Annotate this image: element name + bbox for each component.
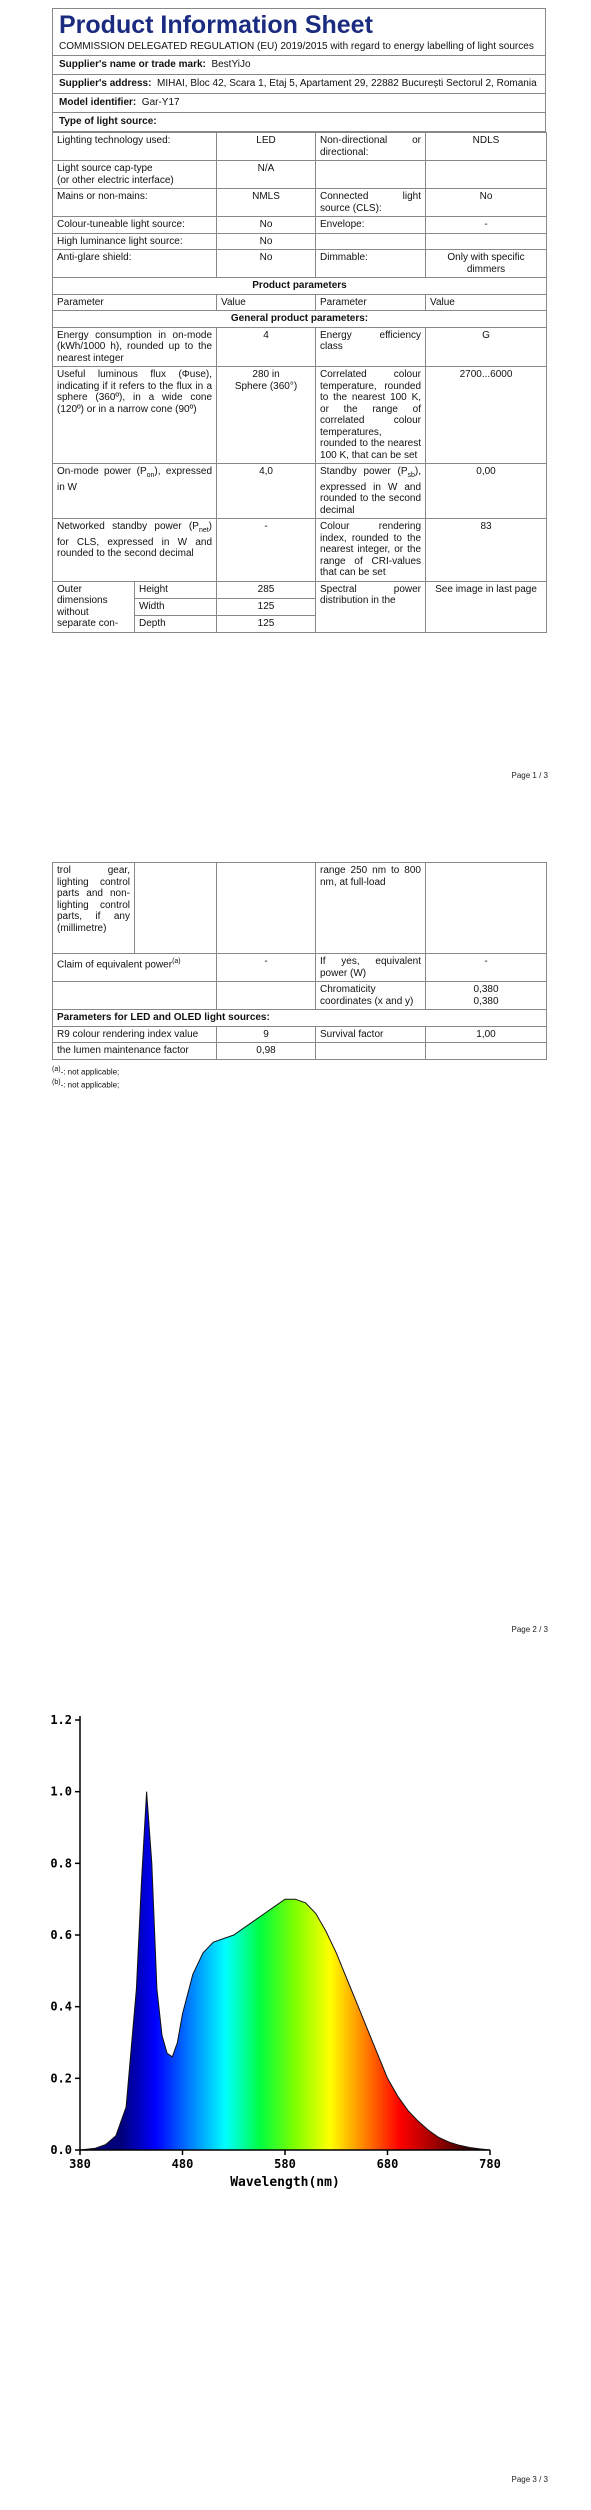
x-tick-label: 680 (376, 2157, 399, 2171)
empty-cell (316, 233, 426, 250)
on-mode-power-label (53, 464, 217, 519)
y-tick-label: 0.6 (50, 1928, 72, 1942)
envelope-value: - (426, 217, 547, 234)
footnote-a (52, 1064, 546, 1078)
width-value: 125 (217, 598, 316, 615)
standby-label-part-b: ), expressed in W and rounded to the second decimal (320, 466, 422, 516)
standby-label-part-a: Standby power (P (320, 466, 408, 477)
empty-cell (217, 982, 316, 1010)
title-block (52, 8, 546, 56)
supplier-name-value: BestYiJo (211, 59, 251, 70)
supplier-address-value: MIHAI, Bloc 42, Scara 1, Etaj 5, Apartament 29, 22882 București Sectorul 2, Romania (156, 78, 537, 89)
table-row (53, 367, 547, 464)
directional-value: NDLS (426, 133, 547, 161)
connected-label: Connected light source (CLS): (316, 189, 426, 217)
on-mode-label-sub: on (146, 472, 155, 479)
depth-value: 125 (217, 615, 316, 632)
spectrum-fill (80, 1720, 490, 2150)
col-header-parameter: Parameter (316, 294, 426, 311)
supplier-name-row (52, 56, 546, 75)
y-tick-label: 1.0 (50, 1784, 72, 1799)
survival-factor-value: 1,00 (426, 1026, 547, 1043)
model-identifier-label: Model identifier: (59, 97, 137, 108)
spectral-chart (40, 1700, 540, 2225)
y-tick-label: 1.2 (50, 1713, 72, 1727)
table-row (53, 1010, 547, 1027)
empty-cell (316, 161, 426, 189)
table-row (53, 1026, 547, 1043)
page-title: Product Information Sheet (59, 11, 373, 39)
cri-value: 83 (426, 519, 547, 582)
on-mode-label-part-a: On-mode power (P (57, 466, 147, 477)
claim-equivalent-power-value: - (217, 954, 316, 982)
table-row (53, 954, 547, 982)
equivalent-power-label: If yes, equivalent power (W) (316, 954, 426, 982)
footnote-b-text: -: not applicable; (60, 1080, 120, 1090)
x-tick-label: 480 (171, 2157, 194, 2171)
high-luminance-value: No (217, 233, 316, 250)
empty-cell (217, 863, 316, 954)
chromaticity-value (426, 982, 547, 1010)
on-mode-power-value: 4,0 (217, 464, 316, 519)
depth-label: Depth (135, 615, 217, 632)
r9-label: R9 colour rendering index value (53, 1026, 217, 1043)
table-row (53, 294, 547, 311)
cct-value: 2700...6000 (426, 367, 547, 464)
empty-cell (53, 982, 217, 1010)
height-label: Height (135, 581, 217, 598)
type-of-light-source-label: Type of light source: (59, 116, 157, 127)
general-parameters-heading: General product parameters: (53, 311, 547, 328)
table-row (53, 278, 547, 295)
footnote-a-mark: (a) (52, 1065, 61, 1073)
x-tick-label: 380 (69, 2157, 91, 2171)
page-2 (0, 860, 591, 1645)
connected-value: No (426, 189, 547, 217)
networked-standby-label (53, 519, 217, 582)
spectral-distribution-label: Spectral power distribution in the (316, 581, 426, 632)
equivalent-power-value: - (426, 954, 547, 982)
chromaticity-x: 0,380 (473, 984, 499, 995)
model-identifier-row (52, 94, 546, 113)
table-row (53, 217, 547, 234)
cap-type-label (53, 161, 217, 189)
cct-label: Correlated colour temperature, rounded to the nearest 100 K, or the range of correlated colour temperatures, rounded to the nearest 100 K, that can be set (316, 367, 426, 464)
energy-consumption-value: 4 (217, 327, 316, 367)
luminous-flux-value-line-1: 280 in (252, 369, 280, 380)
supplier-address-row (52, 75, 546, 94)
info-sheet-continued (52, 862, 546, 1091)
empty-cell (135, 863, 217, 954)
luminous-flux-value-line-2: Sphere (360°) (234, 380, 298, 392)
envelope-label: Envelope: (316, 217, 426, 234)
spectral-distribution-value: See image in last page (426, 581, 547, 632)
table-row (53, 1043, 547, 1060)
supplier-name-label: Supplier's name or trade mark: (59, 59, 206, 70)
empty-cell (426, 863, 547, 954)
model-identifier-value: Gar-Y17 (141, 97, 180, 108)
regulation-text: COMMISSION DELEGATED REGULATION (EU) 2019/2015 with regard to energy labelling of light sources (59, 41, 534, 52)
mains-label: Mains or non-mains: (53, 189, 217, 217)
table-row (53, 327, 547, 367)
mains-value: NMLS (217, 189, 316, 217)
parameters-table-page-1 (52, 132, 547, 633)
table-row (53, 982, 547, 1010)
chromaticity-label: Chromaticity coordinates (x and y) (316, 982, 426, 1010)
high-luminance-label: High luminance light source: (53, 233, 217, 250)
standby-label-sub: sb (407, 472, 415, 479)
table-row (53, 133, 547, 161)
table-row (53, 464, 547, 519)
col-header-value: Value (426, 294, 547, 311)
y-tick-label: 0.8 (50, 1856, 72, 1871)
claim-equivalent-power-label (53, 954, 217, 982)
lumen-maintenance-value: 0,98 (217, 1043, 316, 1060)
claim-footnote-mark: (a) (172, 958, 181, 965)
y-tick-label: 0.0 (50, 2143, 72, 2157)
dimmable-value: Only with specific dimmers (426, 250, 547, 278)
survival-factor-label: Survival factor (316, 1026, 426, 1043)
energy-consumption-label: Energy consumption in on-mode (kWh/1000 h), rounded up to the nearest integer (53, 327, 217, 367)
height-value: 285 (217, 581, 316, 598)
luminous-flux-label: Useful luminous flux (Φuse), indicating if it refers to the flux in a sphere (360º), in a wide cone (120º) or in a narrow cone (90º) (53, 367, 217, 464)
table-row (53, 233, 547, 250)
page-number: Page 2 / 3 (511, 1625, 548, 1634)
anti-glare-value: No (217, 250, 316, 278)
cap-type-label-line-2: (or other electric interface) (57, 174, 174, 186)
footnote-b-mark: (b) (52, 1079, 61, 1087)
spectral-power-distribution-chart (40, 1700, 540, 2220)
net-standby-label-part-a: Networked standby power (P (57, 521, 199, 532)
empty-cell (316, 1043, 426, 1060)
standby-power-label (316, 464, 426, 519)
cap-type-label-line-1: Light source cap-type (57, 163, 153, 174)
on-mode-label-part-b: ), expressed in W (57, 466, 213, 493)
table-row (53, 581, 547, 598)
table-row (53, 250, 547, 278)
networked-standby-value: - (217, 519, 316, 582)
spectral-distribution-label-continued: range 250 nm to 800 nm, at full-load (316, 863, 426, 954)
col-header-value: Value (217, 294, 316, 311)
led-parameters-heading: Parameters for LED and OLED light sources: (53, 1010, 547, 1027)
luminous-flux-value (217, 367, 316, 464)
y-tick-label: 0.2 (50, 2071, 72, 2086)
chromaticity-y: 0,380 (473, 995, 499, 1007)
product-parameters-heading: Product parameters (53, 278, 547, 295)
r9-value: 9 (217, 1026, 316, 1043)
colour-tuneable-label: Colour-tuneable light source: (53, 217, 217, 234)
energy-class-label: Energy efficiency class (316, 327, 426, 367)
footnote-a-text: -: not applicable; (60, 1067, 120, 1077)
energy-class-value: G (426, 327, 547, 367)
directional-label: Non-directional or directional: (316, 133, 426, 161)
footnote-b (52, 1077, 546, 1091)
outer-dimensions-label-continued: trol gear, lighting control parts and non-lighting control parts, if any (millimetre) (53, 863, 135, 954)
empty-cell (426, 161, 547, 189)
lighting-tech-value: LED (217, 133, 316, 161)
x-axis-label: Wavelength(nm) (230, 2175, 340, 2190)
empty-cell (426, 1043, 547, 1060)
info-sheet (52, 8, 546, 633)
cri-label: Colour rendering index, rounded to the nearest integer, or the range of CRI-values that can be set (316, 519, 426, 582)
anti-glare-label: Anti-glare shield: (53, 250, 217, 278)
table-row (53, 863, 547, 954)
net-standby-label-part-b: ) for CLS, expressed in W and rounded to the second decimal (57, 521, 213, 559)
colour-tuneable-value: No (217, 217, 316, 234)
col-header-parameter: Parameter (53, 294, 217, 311)
lighting-tech-label: Lighting technology used: (53, 133, 217, 161)
claim-label-text: Claim of equivalent power (57, 959, 173, 971)
table-row (53, 519, 547, 582)
y-tick-label: 0.4 (50, 1999, 72, 2014)
page-3 (0, 1700, 591, 2510)
lumen-maintenance-label: the lumen maintenance factor (53, 1043, 217, 1060)
table-row (53, 311, 547, 328)
standby-power-value: 0,00 (426, 464, 547, 519)
x-tick-label: 780 (479, 2157, 501, 2171)
width-label: Width (135, 598, 217, 615)
outer-dimensions-label: Outer dimensions without separate con- (53, 581, 135, 632)
table-row (53, 161, 547, 189)
empty-cell (426, 233, 547, 250)
type-of-light-source-row (52, 113, 546, 132)
table-row (53, 189, 547, 217)
page-number: Page 3 / 3 (511, 2475, 548, 2484)
net-standby-label-sub: net (198, 527, 209, 534)
dimmable-label: Dimmable: (316, 250, 426, 278)
x-tick-label: 580 (274, 2157, 296, 2171)
supplier-address-label: Supplier's address: (59, 78, 152, 89)
page-1 (0, 0, 591, 780)
cap-type-value: N/A (217, 161, 316, 189)
parameters-table-page-2 (52, 862, 547, 1060)
page-number: Page 1 / 3 (511, 771, 548, 780)
